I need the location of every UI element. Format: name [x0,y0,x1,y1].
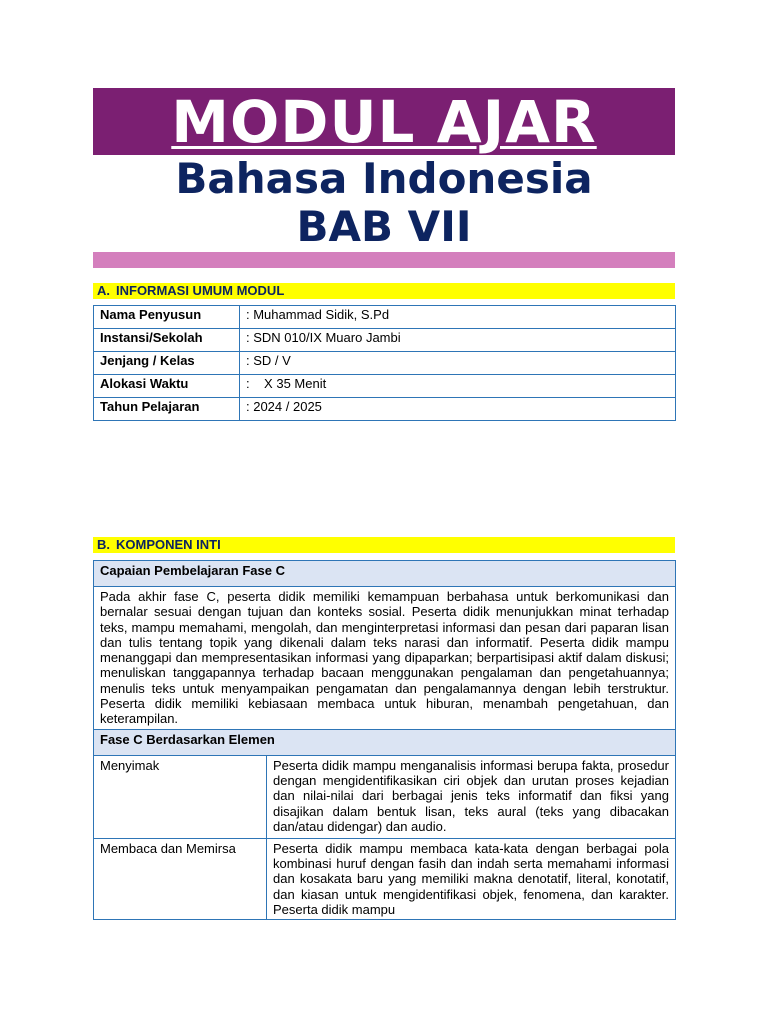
info-value: : Muhammad Sidik, S.Pd [240,306,676,329]
general-info-table [93,305,676,421]
element-text: Peserta didik mampu menganalisis informasi berupa fakta, prosedur dengan mengidentifikasikan ciri objek dan urutan proses kejadian dan nilai-nilai dari berbagai jenis teks informatif dan fiksi yang disajikan dalam bentuk lisan, teks aural (teks yang dibacakan dan/atau didengar) dan audio. [267,755,676,838]
pink-divider [93,252,675,268]
table-row [94,755,676,838]
table-row [94,729,676,755]
subject-name: Bahasa Indonesia [175,154,593,203]
section-a-letter: A. [97,283,110,298]
info-key: Tahun Pelajaran [94,398,240,421]
table-row [94,398,676,421]
info-value: : SD / V [240,352,676,375]
table-row [94,587,676,730]
table-row [94,306,676,329]
table-row [94,352,676,375]
core-component-table [93,560,676,920]
section-b-heading [93,537,675,553]
info-key: Jenjang / Kelas [94,352,240,375]
element-name: Menyimak [94,755,267,838]
info-key: Instansi/Sekolah [94,329,240,352]
subject-heading [93,155,675,251]
info-key: Nama Penyusun [94,306,240,329]
info-value: : X 35 Menit [240,375,676,398]
section-b-title: KOMPONEN INTI [116,537,221,552]
table-row [94,375,676,398]
title-band [93,88,675,155]
info-value: : SDN 010/IX Muaro Jambi [240,329,676,352]
element-name: Membaca dan Memirsa [94,838,267,919]
info-key: Alokasi Waktu [94,375,240,398]
section-b-letter: B. [97,537,110,552]
table-row [94,329,676,352]
info-value: : 2024 / 2025 [240,398,676,421]
section-a-heading [93,283,675,299]
section-a-title: INFORMASI UMUM MODUL [116,283,285,298]
table-row [94,838,676,919]
element-text: Peserta didik mampu membaca kata-kata dengan berbagai pola kombinasi huruf dengan fasih dan indah serta memahami informasi dan kosakata baru yang memiliki makna denotatif, literal, konotatif, dan kiasan untuk mengidentifikasi objek, fenomena, dan karakter. Peserta didik mampu [267,838,676,919]
document-title: MODUL AJAR [171,87,597,156]
table-row [94,561,676,587]
cp-text: Pada akhir fase C, peserta didik memiliki kemampuan berbahasa untuk berkomunikasi dan bernalar sesuai dengan tujuan dan konteks sosial. Peserta didik menunjukkan minat terhadap teks, mampu memahami, mengolah, dan menginterpretasi informasi dan pesan dari paparan lisan dan tulis tentang topik yang dikenali dalam teks narasi dan informatif. Peserta didik mampu menanggapi dan mempresentasikan informasi yang dipaparkan; berpartisipasi aktif dalam diskusi; menuliskan tanggapannya terhadap bacaan menggunakan pengalaman dan pengetahuannya; menulis teks untuk menyampaikan pengamatan dan pengalamannya dengan lebih terstruktur. Peserta didik memiliki kebiasaan membaca untuk hiburan, menambah pengetahuan, dan keterampilan. [94,587,676,730]
chapter-label: BAB VII [296,202,472,251]
cp-header: Capaian Pembelajaran Fase C [94,561,676,587]
elemen-header: Fase C Berdasarkan Elemen [94,729,676,755]
